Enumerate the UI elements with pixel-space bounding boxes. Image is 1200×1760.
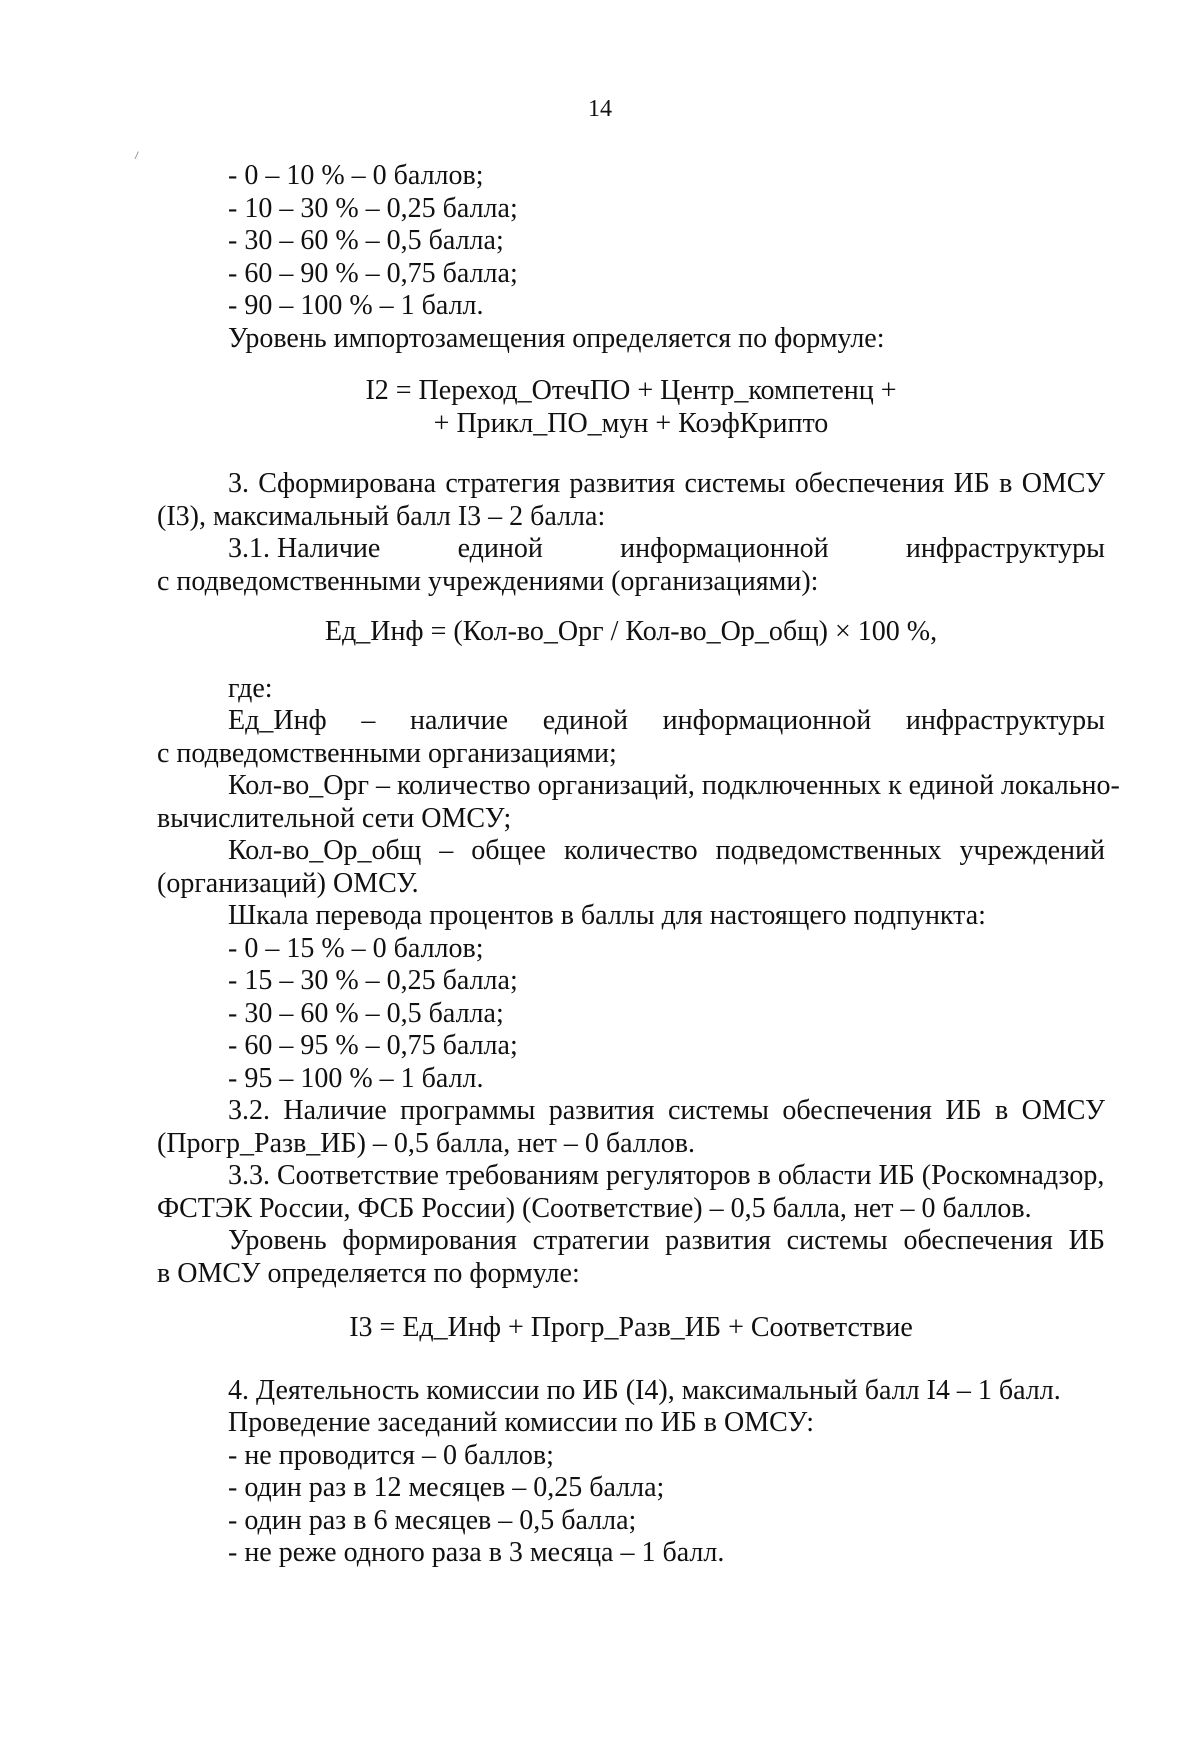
scale-item: - 90 – 100 % – 1 балл. <box>228 290 484 321</box>
strategy-level-line1-wrap <box>157 1225 1105 1258</box>
meetings-item: - не проводится – 0 баллов; <box>228 1439 554 1471</box>
strategy-level-line1-word: развития <box>665 1225 771 1256</box>
import-level-intro: Уровень импортозамещения определяется по формуле: <box>228 322 885 354</box>
scale-item: - 60 – 90 % – 0,75 балла; <box>228 257 518 289</box>
item31-line1 <box>157 533 1105 566</box>
scale-item: - 30 – 60 % – 0,5 балла; <box>228 997 504 1029</box>
word: Кол-во_Ор_общ <box>228 835 422 866</box>
word: – <box>361 705 376 736</box>
item33-line1: 3.3. Соответствие требованиям регуляторов в области ИБ (Роскомнадзор, <box>228 1160 1105 1191</box>
section3-title-text-word: обеспечения <box>794 468 945 499</box>
scale-item: - 95 – 100 % – 1 балл. <box>228 1062 484 1094</box>
item32-line1-word: системы <box>667 1095 769 1126</box>
word: общее <box>471 835 546 866</box>
document-body <box>157 160 1120 1570</box>
def-kol-org-line2: вычислительной сети ОМСУ; <box>157 802 512 834</box>
strategy-level-line1-word: стратегии <box>532 1225 650 1256</box>
item32-line1-word: 3.2. <box>228 1095 270 1126</box>
scale-item: - 15 – 30 % – 0,25 балла; <box>228 965 518 996</box>
formula-ed-inf: Ед_Инф = (Кол-во_Орг / Кол-во_Ор_общ) × 100 %, <box>324 616 938 647</box>
meetings-item: - один раз в 6 месяцев – 0,5 балла; <box>228 1504 637 1536</box>
def-kol-org-line1: Кол-во_Орг – количество организаций, подключенных к единой локально- <box>228 770 1120 801</box>
item32-line1-word: развития <box>548 1095 655 1126</box>
section3-title-text-word: системы <box>684 468 786 499</box>
item32-line1-word: в <box>995 1095 1009 1126</box>
scale-item: - 10 – 30 % – 0,25 балла; <box>228 192 518 224</box>
scale-intro: Шкала перевода процентов в баллы для настоящего подпункта: <box>228 900 986 931</box>
item32-line1-wrap <box>157 1095 1105 1128</box>
def-ed-inf-line2: с подведомственными организациями; <box>157 737 617 769</box>
word: учреждений <box>959 835 1105 866</box>
strategy-level-line1-word: системы <box>786 1225 888 1256</box>
strategy-level-line2: в ОМСУ определяется по формуле: <box>157 1257 580 1289</box>
word: информационной <box>620 533 829 564</box>
where-label: где: <box>228 672 273 704</box>
word: единой <box>542 705 628 736</box>
strategy-level-line1-word: формирования <box>342 1225 517 1256</box>
scale-item: - 0 – 10 % – 0 баллов; <box>228 160 484 191</box>
section3-title-text-word: ОМСУ <box>1021 468 1105 499</box>
item32-line1-word: обеспечения <box>782 1095 932 1126</box>
meetings-item: - один раз в 12 месяцев – 0,25 балла; <box>228 1472 665 1503</box>
word: подведомственных <box>715 835 942 866</box>
scan-mark <box>135 151 143 160</box>
word: Ед_Инф <box>228 705 327 736</box>
word: – <box>439 835 454 866</box>
word: 3.1. Наличие <box>228 533 381 564</box>
item32-line2: (Прогр_Разв_ИБ) – 0,5 балла, нет – 0 баллов. <box>157 1127 695 1159</box>
word: единой <box>457 533 543 564</box>
section3-title-text-word: 3. <box>228 468 249 499</box>
section3-title-text-word: Сформирована <box>258 468 437 499</box>
item31-line2: с подведомственными учреждениями (организациями): <box>157 565 819 597</box>
scale-item: - 0 – 15 % – 0 баллов; <box>228 932 484 964</box>
page-number: 14 <box>588 96 612 122</box>
scale-item: - 60 – 95 % – 0,75 балла; <box>228 1030 518 1061</box>
formula-i3: I3 = Ед_Инф + Прогр_Разв_ИБ + Соответствие <box>349 1312 913 1343</box>
section4-title: 4. Деятельность комиссии по ИБ (I4), максимальный балл I4 – 1 балл. <box>228 1374 1061 1406</box>
item32-line1-word: программы <box>400 1095 536 1126</box>
item32-line1-word: ИБ <box>945 1095 982 1126</box>
def-kol-obsh-line1 <box>157 835 1105 868</box>
strategy-level-line1-word: Уровень <box>228 1225 327 1256</box>
word: информационной <box>662 705 872 736</box>
section3-title-text-word: развития <box>569 468 676 499</box>
item33-line2: ФСТЭК России, ФСБ России) (Соответствие) – 0,5 балла, нет – 0 баллов. <box>157 1192 1032 1224</box>
strategy-level-line1-word: обеспечения <box>903 1225 1053 1256</box>
strategy-level-line1-word: ИБ <box>1068 1225 1105 1256</box>
formula-i2-line1: I2 = Переход_ОтечПО + Центр_компетенц + <box>365 375 897 406</box>
section3-title-text-word: в <box>999 468 1013 499</box>
scale-item: - 30 – 60 % – 0,5 балла; <box>228 225 504 256</box>
meetings-intro: Проведение заседаний комиссии по ИБ в ОМСУ: <box>228 1407 814 1438</box>
meetings-item: - не реже одного раза в 3 месяца – 1 балл. <box>228 1537 725 1568</box>
def-kol-obsh-line2: (организаций) ОМСУ. <box>157 867 419 899</box>
def-ed-inf-line1 <box>157 705 1105 738</box>
section3-title-cont: (I3), максимальный балл I3 – 2 балла: <box>157 500 606 532</box>
word: инфраструктуры <box>905 705 1105 736</box>
word: инфраструктуры <box>905 533 1105 564</box>
section3-title <box>157 468 1105 501</box>
section3-title-text-word: ИБ <box>953 468 990 499</box>
item32-line1-word: ОМСУ <box>1021 1095 1105 1126</box>
item32-line1-word: Наличие <box>283 1095 387 1126</box>
formula-i2-line2: + Прикл_ПО_мун + КоэфКрипто <box>433 407 829 439</box>
word: количество <box>563 835 698 866</box>
section3-title-text-word: стратегия <box>445 468 561 499</box>
word: наличие <box>409 705 509 736</box>
